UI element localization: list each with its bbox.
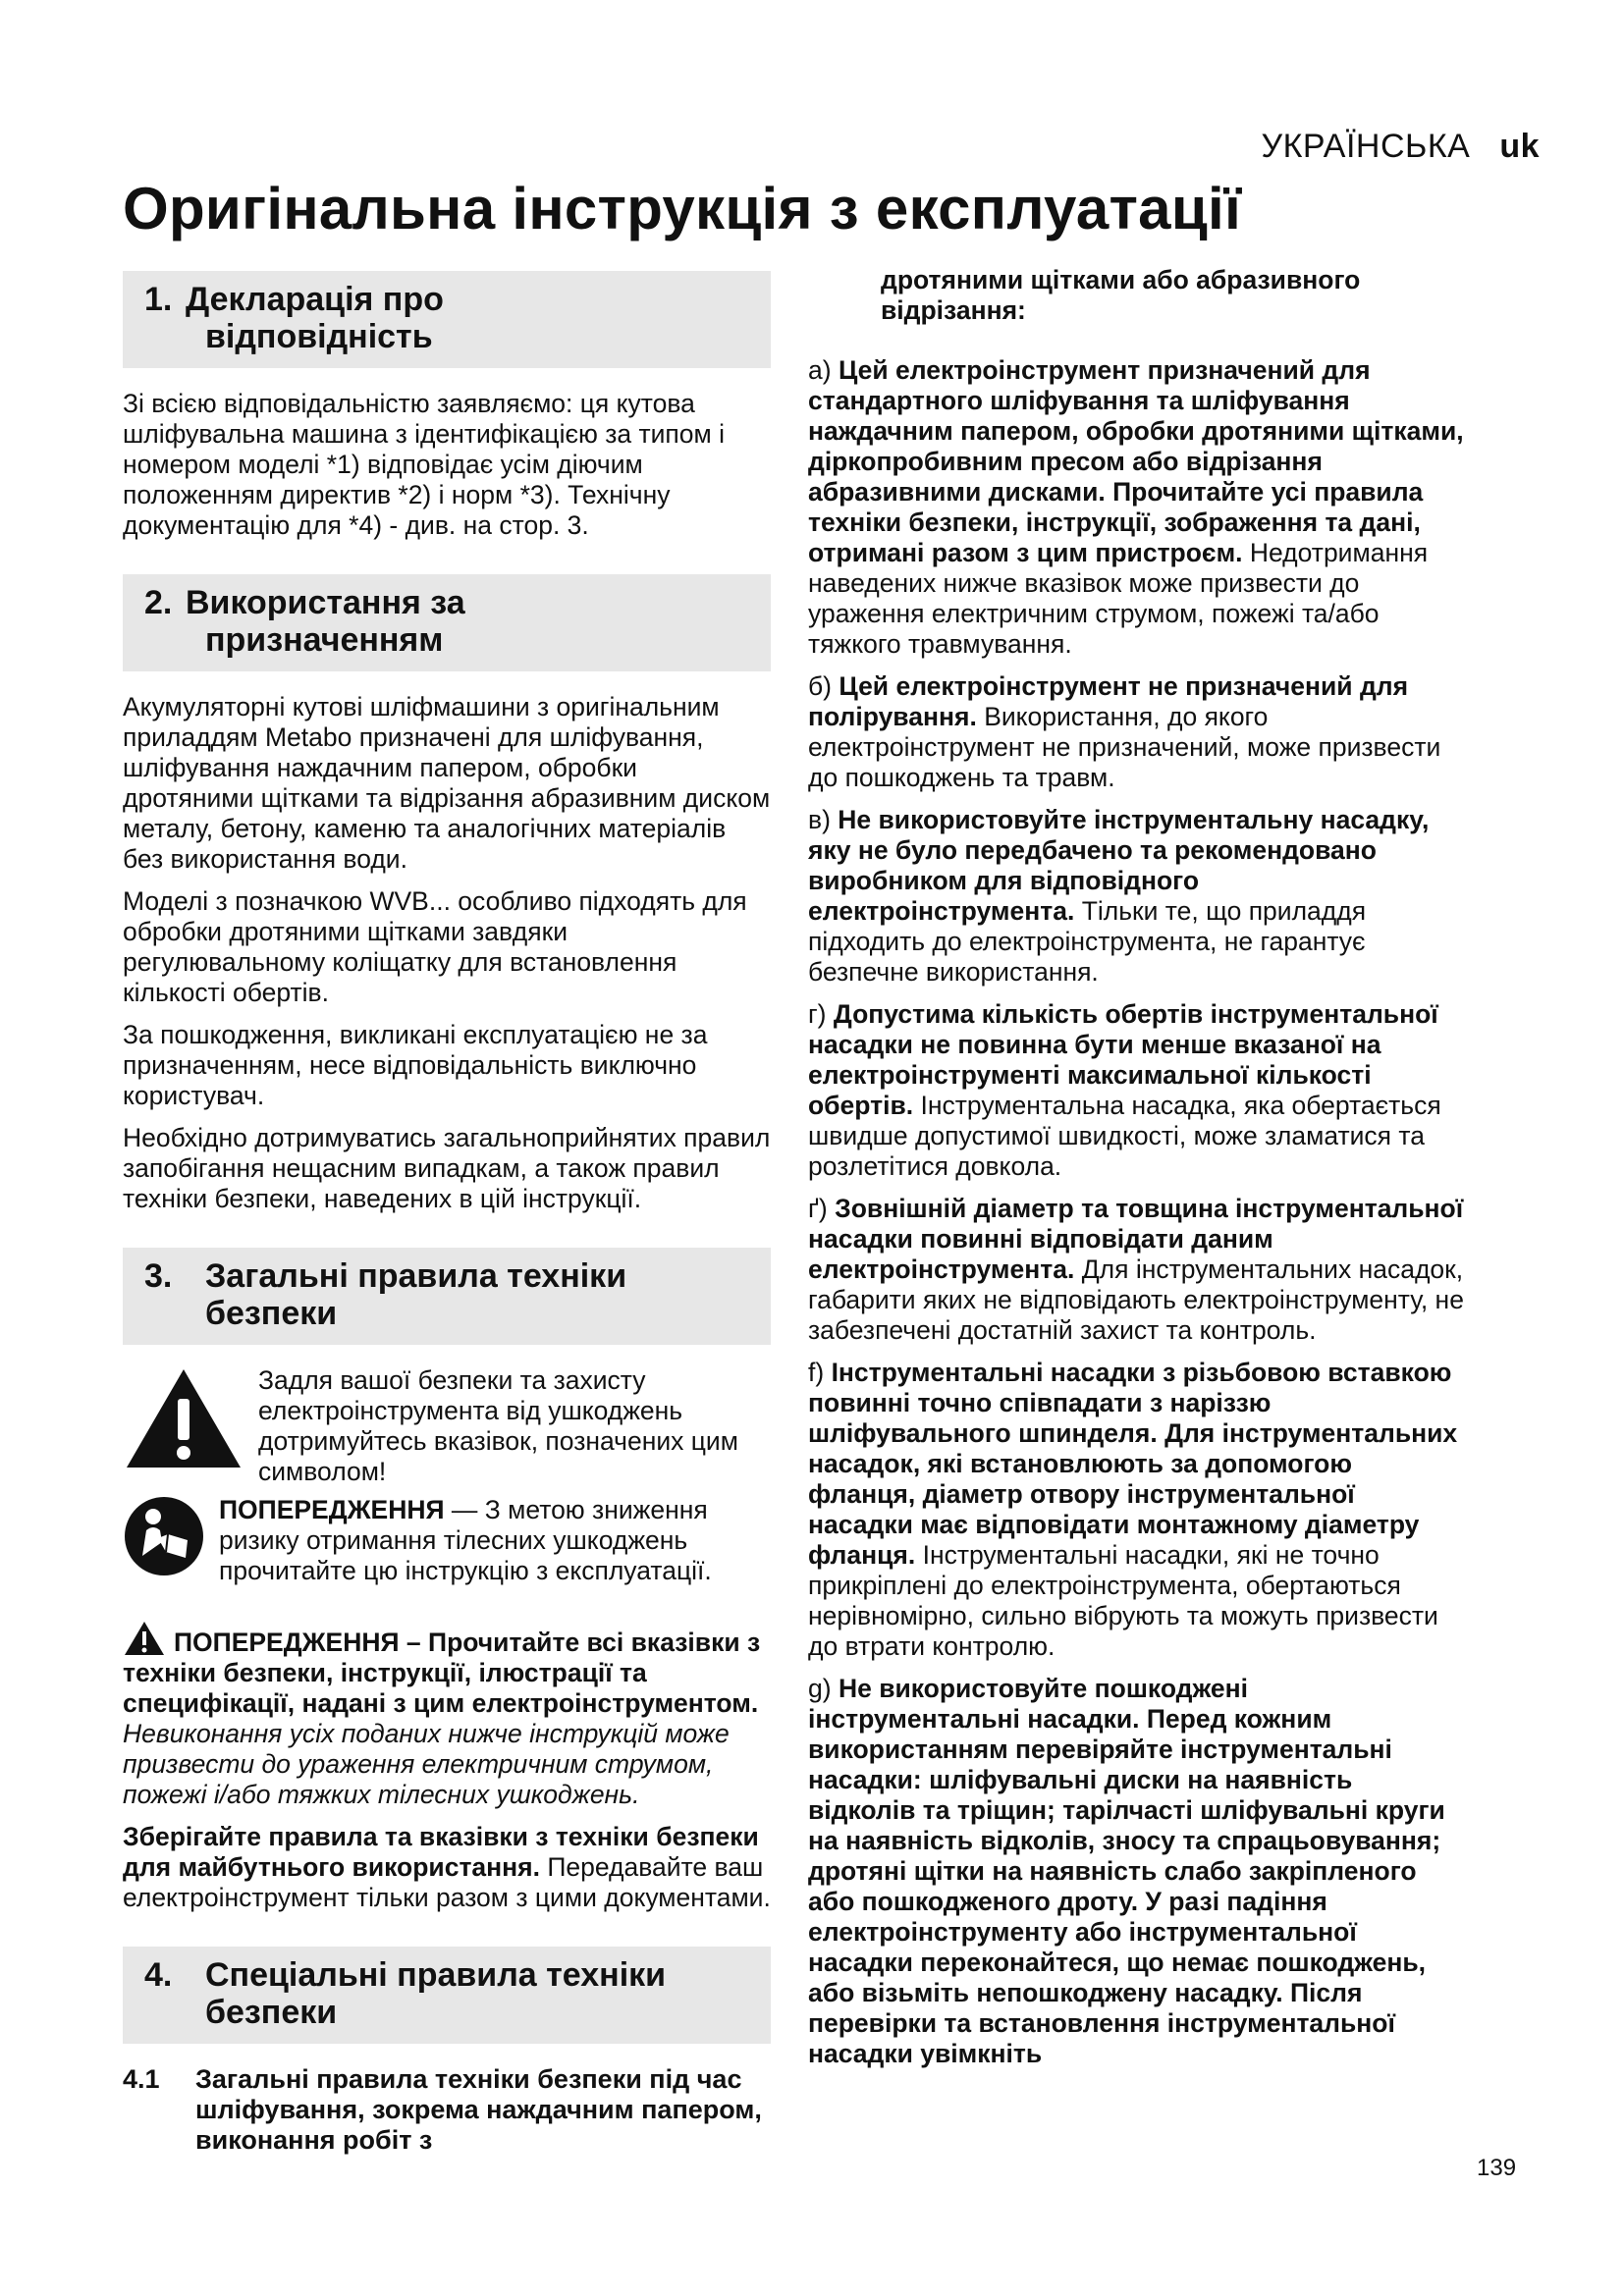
section-2-paragraph-3: За пошкодження, викликані експлуатацією не за призначенням, несе відповідальність виключно користувач. [123, 1020, 708, 1110]
keep-instructions-text: Передавайте ваш електроінструмент тільки разом з цими документами. [123, 1852, 771, 1912]
rule-text: Інструментальна насадка, яка обертається швидше допустимої швидкості, може зламатися та розлетітися довкола. [808, 1091, 1441, 1181]
rule-letter: ґ) [808, 1194, 828, 1223]
rule-letter: б) [808, 671, 833, 701]
general-warning-bold: ПОПЕРЕДЖЕННЯ – Прочитайте всі вказівки з техніки безпеки, інструкції, ілюстрації та специфікації, надані з цим електроінструментом. [123, 1628, 761, 1718]
rule-text: Тільки те, що приладдя підходить до електроінструмента, не гарантує безпечне використання. [808, 896, 1367, 987]
page-title: Оригінальна інструкція з експлуатації [123, 176, 1242, 241]
section-3-title-line1: Загальні правила техніки [205, 1257, 627, 1295]
rule-item-f [808, 1358, 1464, 1662]
keep-instructions-paragraph [123, 1822, 771, 1913]
section-4-title-line1: Спеціальні правила техніки [205, 1956, 667, 1994]
warning-label: ПОПЕРЕДЖЕННЯ [219, 1495, 445, 1524]
rule-bold: Не використовуйте пошкоджені інструментальні насадки. Перед кожним використанням перевіряйте інструментальні насадки: шліфувальні диски на наявність відколів та тріщин; тарілчасті шліфувальні круги на наявність відколів, зносу та спрацьовування; дротяні щітки на наявність слабо закріпленого або пошкодженого дроту. У разі падіння електроінструменту або інструментальної насадки переконайтеся, що немає пошкоджень, або візьміть непошкоджену насадку. Після перевірки та встановлення інструментальної насадки увімкніть [808, 1674, 1445, 2068]
section-1-number: 1. [144, 281, 173, 318]
general-warning-italic: Невиконання усіх поданих нижче інструкцій може призвести до ураження електричним струмом, пожежі і/або тяжких тілесних ушкоджень. [123, 1719, 730, 1809]
section-2-paragraph-4: Необхідно дотримуватись загальноприйнятих правил запобігання нещасним випадкам, а також правил техніки безпеки, наведених в цій інструкції. [123, 1123, 771, 1213]
section-1-title-line1: Декларація про [186, 281, 444, 318]
warning-triangle-icon [123, 1365, 244, 1471]
read-manual-icon [123, 1495, 205, 1577]
page-number: 139 [1477, 2155, 1517, 2181]
safety-symbol-note [123, 1365, 771, 1487]
rule-text: Недотримання наведених нижче вказівок може призвести до ураження електричним струмом, пожежі та/або тяжкого травмування. [808, 538, 1429, 659]
right-column [808, 265, 1464, 2081]
rule-bold: Цей електроінструмент призначений для стандартного шліфування та шліфування наждачним папером, обробки дротяними щітками, діркопробивним пресом або відрізання абразивними дисками. Прочитайте усі правила техніки безпеки, інструкції, зображення та дані, отримані разом з цим пристроєм. [808, 355, 1464, 567]
section-1-title-line2: відповідність [205, 318, 433, 355]
left-column [123, 271, 771, 2156]
subsection-4-1-title: Загальні правила техніки безпеки під час шліфування, зокрема наждачним папером, виконання робіт з [195, 2064, 762, 2155]
section-3-heading [123, 1248, 771, 1345]
rule-bold: Цей електроінструмент не призначений для полірування. [808, 671, 1409, 731]
section-4-heading [123, 1947, 771, 2044]
section-2-paragraph-2: Моделі з позначкою WVB... особливо підходять для обробки дротяними щітками завдяки регулювальному коліщатку для встановлення кількості обертів. [123, 886, 747, 1007]
section-4-title-line2: безпеки [205, 1994, 338, 2031]
language-label: УКРАЇНСЬКА [1261, 128, 1471, 165]
rule-text: Для інструментальних насадок, габарити яких не відповідають електроінструменту, не забезпечені достатній захист та контроль. [808, 1255, 1464, 1345]
section-2-heading [123, 574, 771, 671]
rule-text: Інструментальні насадки, які не точно прикріплені до електроінструмента, обертаються нерівномірно, сильно вібрують та можуть призвести до втрати контролю. [808, 1540, 1438, 1661]
rule-letter: g) [808, 1674, 832, 1703]
section-2-number: 2. [144, 584, 173, 621]
warning-text: — З метою зниження ризику отримання тілесних ушкоджень прочитайте цю інструкцію з експлуатації. [219, 1495, 712, 1585]
rule-bold: Не використовуйте інструментальну насадку, яку не було передбачено та рекомендовано виробником для відповідного електроінструмента. [808, 805, 1430, 926]
keep-instructions-bold: Зберігайте правила та вказівки з техніки безпеки для майбутнього використання. [123, 1822, 759, 1882]
section-2-paragraph-1: Акумуляторні кутові шліфмашини з оригінальним приладдям Metabo призначені для шліфування, шліфування наждачним папером, обробки дротяними щітками та відрізання абразивним диском металу, бетону, каменю та аналогічних матеріалів без використання води. [123, 692, 771, 874]
section-3-title-line2: безпеки [205, 1295, 338, 1332]
warning-small-icon [123, 1620, 166, 1657]
rule-letter: г) [808, 999, 827, 1029]
subsection-4-1-continued: дротяними щітками або абразивного відрізання: [881, 265, 1361, 325]
rule-item-h [808, 999, 1464, 1182]
subsection-4-1-number: 4.1 [123, 2064, 160, 2094]
language-header [1261, 128, 1540, 166]
section-4-number: 4. [144, 1956, 173, 1994]
section-2-title-line2: призначенням [205, 621, 444, 659]
safety-symbol-text: Задля вашої безпеки та захисту електроінструмента від ушкоджень дотримуйтесь вказівок, позначених цим символом! [258, 1365, 738, 1486]
general-warning-paragraph [123, 1620, 771, 1810]
rule-letter: в) [808, 805, 831, 834]
section-2-title-line1: Використання за [186, 584, 465, 621]
rule-bold: Допустима кількість обертів інструментальної насадки не повинна бути менше вказаної на електроінструменті максимальної кількості обертів. [808, 999, 1438, 1120]
rule-item-v [808, 805, 1464, 988]
read-manual-text [219, 1495, 771, 1586]
section-1-text: Зі всією відповідальністю заявляємо: ця кутова шліфувальна машина з ідентифікацією за типом і номером моделі *1) відповідає усім діючим положенням директив *2) і норм *3). Технічну документацію для *4) - див. на стор. 3. [123, 389, 725, 540]
rule-letter: f) [808, 1358, 825, 1387]
rule-letter: a) [808, 355, 832, 385]
rule-item-g [808, 1194, 1464, 1346]
rule-bold: Зовнішній діаметр та товщина інструментальної насадки повинні відповідати даним електроінструмента. [808, 1194, 1464, 1284]
read-manual-note [123, 1495, 771, 1586]
rule-bold: Інструментальні насадки з різьбовою вставкою повинні точно співпадати з наріззю шліфувального шпинделя. Для інструментальних насадок, які встановлюють за допомогою фланця, діаметр отвору інструментальної насадки має відповідати монтажному діаметру фланця. [808, 1358, 1458, 1570]
section-1-heading [123, 271, 771, 368]
rule-item-a [808, 355, 1464, 660]
subsection-4-1-heading [123, 2064, 771, 2156]
language-code: uk [1499, 128, 1540, 165]
rule-item-b [808, 671, 1464, 793]
rule-text: Використання, до якого електроінструмент не призначений, може призвести до пошкоджень та травм. [808, 702, 1441, 792]
rule-item-g-latin [808, 1674, 1464, 2069]
section-3-number: 3. [144, 1257, 173, 1295]
